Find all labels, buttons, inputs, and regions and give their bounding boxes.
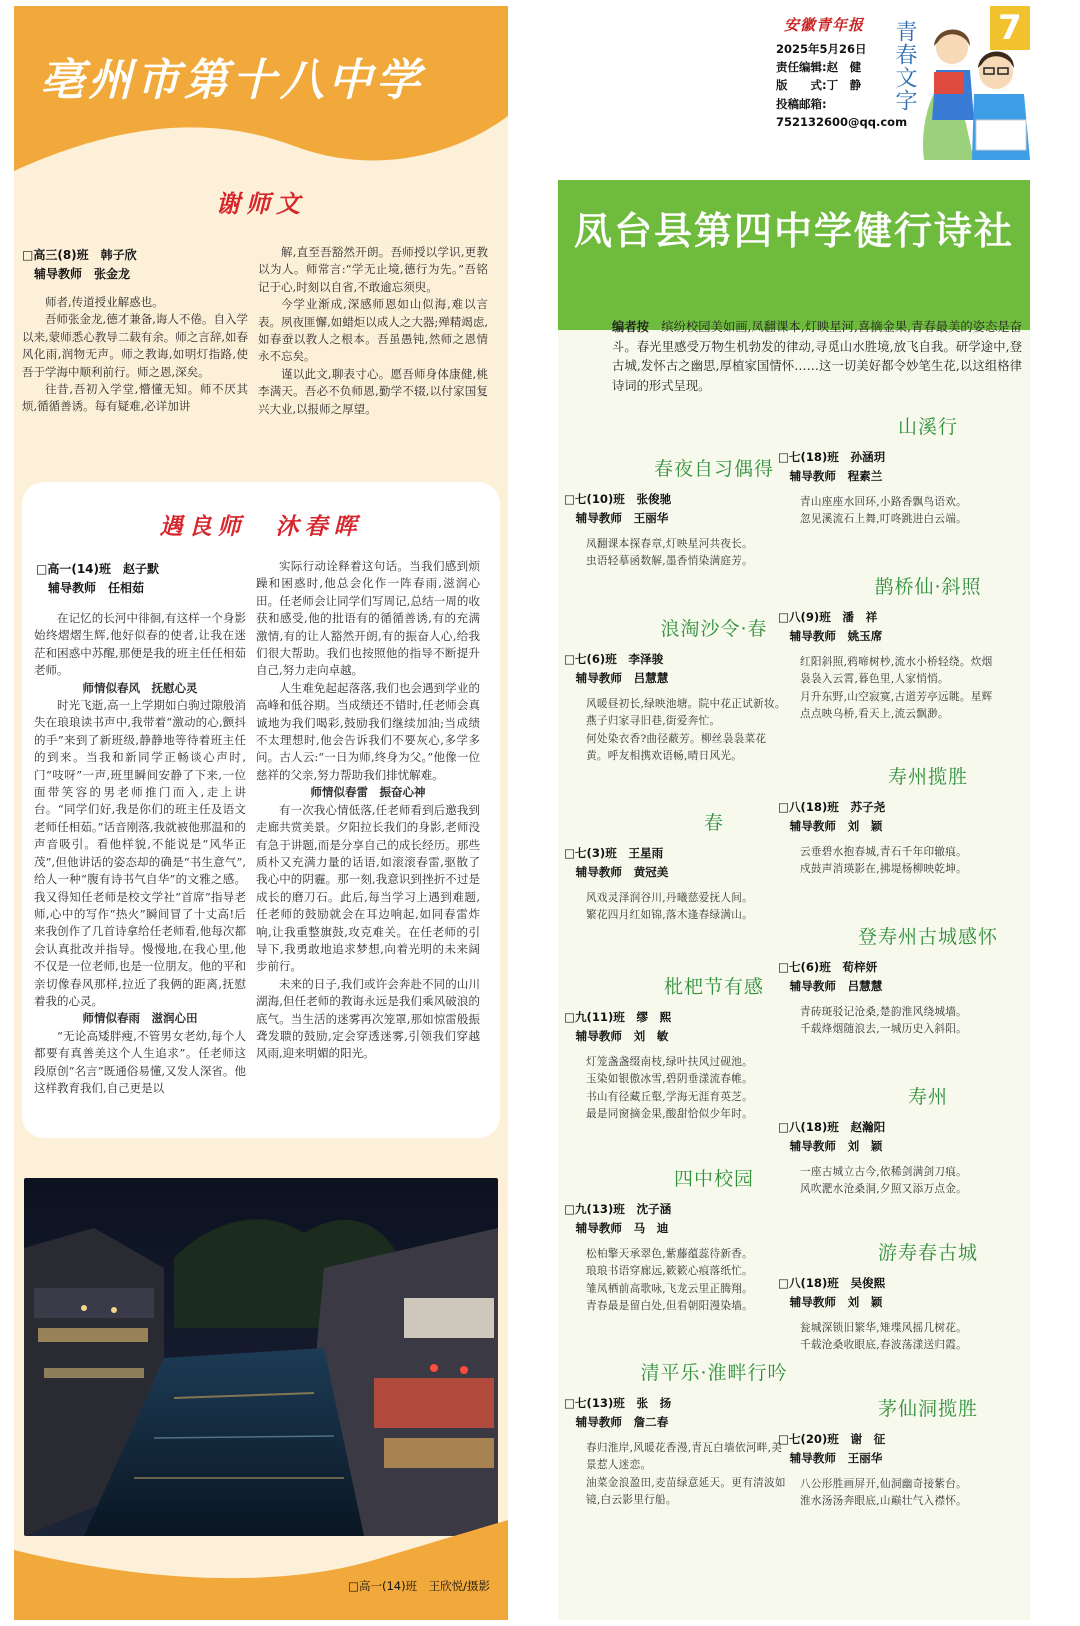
poem-body xyxy=(586,890,786,925)
poem-title: 春 xyxy=(703,812,724,834)
paragraph: 解,直至吾豁然开朗。吾师授以学识,更教以为人。师常言:“学无止境,德行为先。”吾铭记于心,时刻以自省,不敢逾忘须臾。 xyxy=(258,245,488,294)
poem-byline: □八(18)班 吴俊熙 辅导教师 刘 颖 xyxy=(778,1276,886,1309)
poem-line: 凤翻课本探春章,灯映星河共夜长。 xyxy=(586,538,754,550)
poem-byline: □八(18)班 赵瀚阳 辅导教师 刘 颖 xyxy=(778,1120,886,1153)
poem-body xyxy=(586,696,786,765)
poem-body xyxy=(800,1164,1000,1199)
section-subheading: 师情似春雷 振奋心神 xyxy=(310,785,426,800)
poem-line: 瓮城深锁旧繁华,雉堞风摇几树花。 xyxy=(800,1322,968,1334)
poem-title: 浪淘沙令·春 xyxy=(660,618,768,640)
poem-line: 月升东野,山空寂寞,古道芳亭远眺。星辉点点映乌桥,看天上,流云飘渺。 xyxy=(800,690,993,720)
night-canal-photo xyxy=(24,1178,498,1536)
poem-title: 登寿州古城感怀 xyxy=(857,926,998,948)
poem-byline: □七(6)班 荀梓妍 辅导教师 吕慧慧 xyxy=(778,960,883,993)
poem-body xyxy=(800,844,1000,879)
paragraph: 在记忆的长河中徘徊,有这样一个身影始终熠熠生辉,他好似春的使者,让我在迷茫和困惑中苏醒,那便是我的班主任任相茹老师。 xyxy=(34,611,246,678)
poem-line: 松柏擎天承翠色,紫藤蕴蕊待新香。 xyxy=(586,1248,754,1260)
poem-line: 云垂碧水抱春城,青石千年印辙痕。 xyxy=(800,846,968,858)
poem-title: 枇杷节有感 xyxy=(663,976,764,998)
article-title: 谢师文 xyxy=(216,190,306,218)
poem-line: 青砖斑驳记沧桑,楚韵淮风绕城墙。 xyxy=(800,1006,968,1018)
poem-body xyxy=(586,1440,786,1509)
poem-title: 寿州揽胜 xyxy=(887,766,968,788)
photo-credit: □高一(14)班 王欣悦/摄影 xyxy=(348,1579,490,1593)
poem-title: 寿州 xyxy=(907,1086,948,1108)
paragraph: 吾师张金龙,德才兼备,诲人不倦。自入学以来,蒙师悉心教导二载有余。师之言辞,如春风化雨,润物无声。师之教诲,如明灯指路,使吾于学海中顺利前行。师之恩,深矣。 xyxy=(22,312,248,379)
poetry-club-title: 凤台县第四中学健行诗社 xyxy=(574,209,1015,253)
section-subheading: 师情似春风 抚慰心灵 xyxy=(82,680,198,695)
paragraph: 未来的日子,我们或许会奔赴不同的山川湖海,但任老师的教诲永远是我们乘风破浪的底气。当生活的迷雾再次笼罩,那如惊雷般振聋发聩的鼓励,定会穿透迷雾,引领我们穿越风雨,迎来明媚的阳光。 xyxy=(256,976,480,1061)
poem-byline: □九(11)班 缪 熙 辅导教师 刘 敏 xyxy=(564,1010,672,1043)
poem-byline: □九(13)班 沈子涵 辅导教师 马 迪 xyxy=(564,1202,672,1235)
poem-title: 清平乐·淮畔行吟 xyxy=(640,1362,788,1384)
poem-byline: □七(10)班 张俊驰 辅导教师 王丽华 xyxy=(564,492,672,525)
poem-byline: □八(9)班 潘 祥 辅导教师 姚玉席 xyxy=(778,610,883,643)
poem-line: 忽见溪流石上舞,叮咚跳进白云端。 xyxy=(800,513,968,526)
poem-line: 何处染衣香?曲径蔽芳。柳丝袅袅菜花黄。呼友相携欢语畅,晴日风光。 xyxy=(586,732,767,762)
poem-body xyxy=(586,1054,786,1123)
poem-byline: □七(18)班 孙涵玥 辅导教师 程素兰 xyxy=(778,450,886,483)
paragraph: 时光飞逝,高一上学期如白驹过隙般消失在琅琅读书声中,我带着“激动的心,颤抖的手”来到了新班级,静静地等待着班主任的到来。当我和新同学正畅谈心声时,门“吱呀”一声,班里瞬间安静了下来,一位面带笑容的男老师推门而入,走上讲台。“同学们好,我是你们的班主任及语文老师任相茹。”话音刚落,我就被他那温和的声音吸引。看他样貌,不能说是“风华正茂”,但他讲话的姿态却的确是“书生意气”,给人一种“腹有诗书气自华”的文雅之感。我又得知任老师是校文学社“首席”指导老师,心中的写作“热火”瞬间冒了十丈高!后来我创作了几首诗拿给任老师看,他每次都会认真批改并指导。慢慢地,在我心里,他不仅是一位老师,也是一位朋友。他的平和亲切像春风那样,拉近了我俩的距离,抚慰着我的心灵。 xyxy=(34,698,246,1008)
paragraph: 实际行动诠释着这句话。当我们感到烦躁和困惑时,他总会化作一阵春雨,滋润心田。任老师会让同学们写周记,总结一周的收获和感受,他的批语有的循循善诱,有的充满激情,有的让人豁然开朗,有的振奋人心,给我们很大帮助。我们也按照他的指导不断提升自己,努力走向卓越。 xyxy=(256,559,480,678)
poem-title: 四中校园 xyxy=(673,1168,754,1190)
poem-line: 千载沧桑收眼底,春波荡漾送归霞。 xyxy=(800,1339,968,1352)
paragraph: 有一次我心情低落,任老师看到后邀我到走廊共赏美景。夕阳拉长我们的身影,老师没有急于讲题,而是分享自己的成长经历。那些质朴又充满力量的话语,如滚滚春雷,驱散了我心中的阴霾。那一刻,我意识到挫折不过是成长的磨刀石。此后,每当学习上遇到难题,任老师的鼓励就会在耳边响起,如同春雷炸响,让我重整旗鼓,攻克难关。在任老师的引导下,我勇敢地追求梦想,向着光明的未来阔步前行。 xyxy=(256,802,480,974)
paragraph: 今学业渐成,深感师恩如山似海,难以言表。夙夜匪懈,如蜡炬以成人之大器;殚精竭虑,如春蚕以教人之根本。吾虽愚钝,然师之恩情永不忘矣。 xyxy=(258,297,488,364)
column-name: 青春文字 xyxy=(892,20,917,112)
poem-line: 戍鼓声消瑛影在,拂堤杨柳映乾坤。 xyxy=(800,863,968,876)
poem-byline: □七(13)班 张 扬 辅导教师 詹二春 xyxy=(564,1396,672,1429)
newspaper-name: 安徽青年报 xyxy=(783,16,864,34)
poem-line: 虫语轻摹函数解,墨香悄染满庭芳。 xyxy=(586,555,754,568)
poem-byline: □七(20)班 谢 征 辅导教师 王丽华 xyxy=(778,1432,886,1465)
poem-line: 灯笼盏盏缀南枝,绿叶扶风过砚池。 xyxy=(586,1056,754,1068)
poem-line: 油菜金浪盈田,麦苗绿意延天。更有清波如镜,白云影里行船。 xyxy=(586,1476,786,1506)
editor-note-label: 编者按 xyxy=(612,320,649,334)
paragraph: 人生难免起起落落,我们也会遇到学业的高峰和低谷期。当成绩还不错时,任老师会真诚地为我们喝彩,鼓励我们继续加油;当成绩不太理想时,他会告诉我们不要灰心,多学多问。古人云:“一日为师,终身为父。”他像一位慈祥的父亲,努力帮助我们排忧解难。 xyxy=(256,680,480,782)
poem-line: 青山座座水回环,小路香飘鸟语欢。 xyxy=(800,496,968,508)
poem-line: 春归淮岸,风暖花香漫,青瓦白墙依河畔,美景惹人迷恋。 xyxy=(586,1442,783,1472)
poem-title: 茅仙洞揽胜 xyxy=(877,1398,978,1420)
section-subheading: 师情似春雨 滋润心田 xyxy=(82,1011,198,1026)
left-school-section xyxy=(14,6,508,1620)
poem-byline: □七(3)班 王星雨 辅导教师 黄冠美 xyxy=(564,846,669,879)
poem-line: 琅琅书语穿廊远,簌簌心痕落纸忙。 xyxy=(586,1265,754,1278)
photo-illustration xyxy=(24,1178,498,1536)
poem-line: 千载烽烟随浪去,一城历史入斜阳。 xyxy=(800,1023,968,1036)
editor-note xyxy=(612,318,1022,396)
masthead-meta: 2025年5月26日 责任编辑:赵 健 版 式:丁 静 投稿邮箱: 752132600@qq.com xyxy=(776,42,908,129)
poem-title: 鹊桥仙·斜照 xyxy=(874,576,982,598)
poem-body xyxy=(586,536,786,571)
footer-wave-banner xyxy=(14,1510,508,1620)
poem-body xyxy=(800,1004,1000,1039)
poem-body xyxy=(800,1320,1000,1355)
article-title: 遇良师 沐春晖 xyxy=(159,514,363,540)
poem-line: 淮水汤汤奔眼底,山巅壮气入襟怀。 xyxy=(800,1495,968,1508)
poem-line: 玉染如银傲冰雪,碧阴垂漾流春帷。 xyxy=(586,1073,754,1086)
poem-body xyxy=(586,1246,786,1315)
paragraph: 谨以此文,聊表寸心。愿吾师身体康健,桃李满天。吾必不负师恩,勤学不辍,以付家国复兴大业,以报师之厚望。 xyxy=(258,366,488,416)
poem-line: 风戏灵泽润谷川,丹曦慈爱抚人间。 xyxy=(586,892,754,904)
poem-body xyxy=(800,654,1000,723)
poem-title: 山溪行 xyxy=(897,416,958,438)
school-title: 亳州市第十八中学 xyxy=(40,55,424,106)
poem-line: 雏凤栖前高歌咏,飞龙云里正腾翔。 xyxy=(586,1282,754,1295)
poem-line: 最是同窗摘金果,酸甜恰似少年时。 xyxy=(586,1107,754,1120)
article-column-2 xyxy=(258,244,488,418)
poem-byline: □八(18)班 苏子尧 辅导教师 刘 颖 xyxy=(778,800,886,833)
poem-title: 春夜自习偶得 xyxy=(653,458,774,480)
poem-body xyxy=(800,1476,1000,1511)
poem-line: 书山有径藏丘壑,学海无涯育英芝。 xyxy=(586,1090,754,1103)
article-byline: □高一(14)班 赵子默 辅导教师 任相茹 xyxy=(36,562,160,595)
poem-line: 八公形胜画屏开,仙洞幽奇接紫台。 xyxy=(800,1478,968,1490)
poem-title: 游寿春古城 xyxy=(877,1242,978,1264)
poem-line: 繁花四月红如锦,落木逢春绿满山。 xyxy=(586,909,754,922)
article-column-2 xyxy=(256,558,480,1063)
paragraph: 师者,传道授业解惑也。 xyxy=(45,295,164,309)
paragraph: “无论高矮胖瘦,不管男女老幼,每个人都要有真善美这个人生追求”。任老师这段原创“名言”既通俗易懂,又发人深省。他这样教育我们,自己更是以 xyxy=(34,1028,246,1095)
poem-line: 风吹淝水沧桑洞,夕照又添万点金。 xyxy=(800,1183,968,1196)
paragraph: 往昔,吾初入学堂,懵懂无知。师不厌其烦,循循善诱。每有疑难,必详加讲 xyxy=(22,382,248,414)
article-byline: □高三(8)班 韩子欣 辅导教师 张金龙 xyxy=(22,248,137,281)
poem-line: 青春最是留白处,但看朝阳漫染墙。 xyxy=(586,1299,754,1312)
article-column-1 xyxy=(22,294,248,416)
poem-body xyxy=(800,494,1000,529)
editor-note-text: 缤纷校园美如画,凤翻课本,灯映星河,喜摘金果,青春最美的姿态是奋斗。春光里感受万物生机勃发的律动,寻觅山水胜境,放飞自我。研学途中,登古城,发怀古之幽思,厚植家国情怀……这一切美好都令妙笔生花,以这组格律诗词的形式呈现。 xyxy=(612,320,1022,393)
poem-line: 一座古城立古今,依稀剑满剑刀痕。 xyxy=(800,1166,968,1178)
page-number: 7 xyxy=(990,6,1030,50)
poem-line: 红阳斜照,鸦啼树杪,流水小桥轻绕。炊烟袅袅入云霄,暮色里,人家悄悄。 xyxy=(800,656,993,686)
poem-line: 风暖昼初长,绿映池塘。院中花正试新妆。燕子归家寻旧巷,街爱奔忙。 xyxy=(586,698,786,728)
article-column-1 xyxy=(34,610,246,1097)
poem-byline: □七(6)班 李泽骏 辅导教师 吕慧慧 xyxy=(564,652,669,685)
